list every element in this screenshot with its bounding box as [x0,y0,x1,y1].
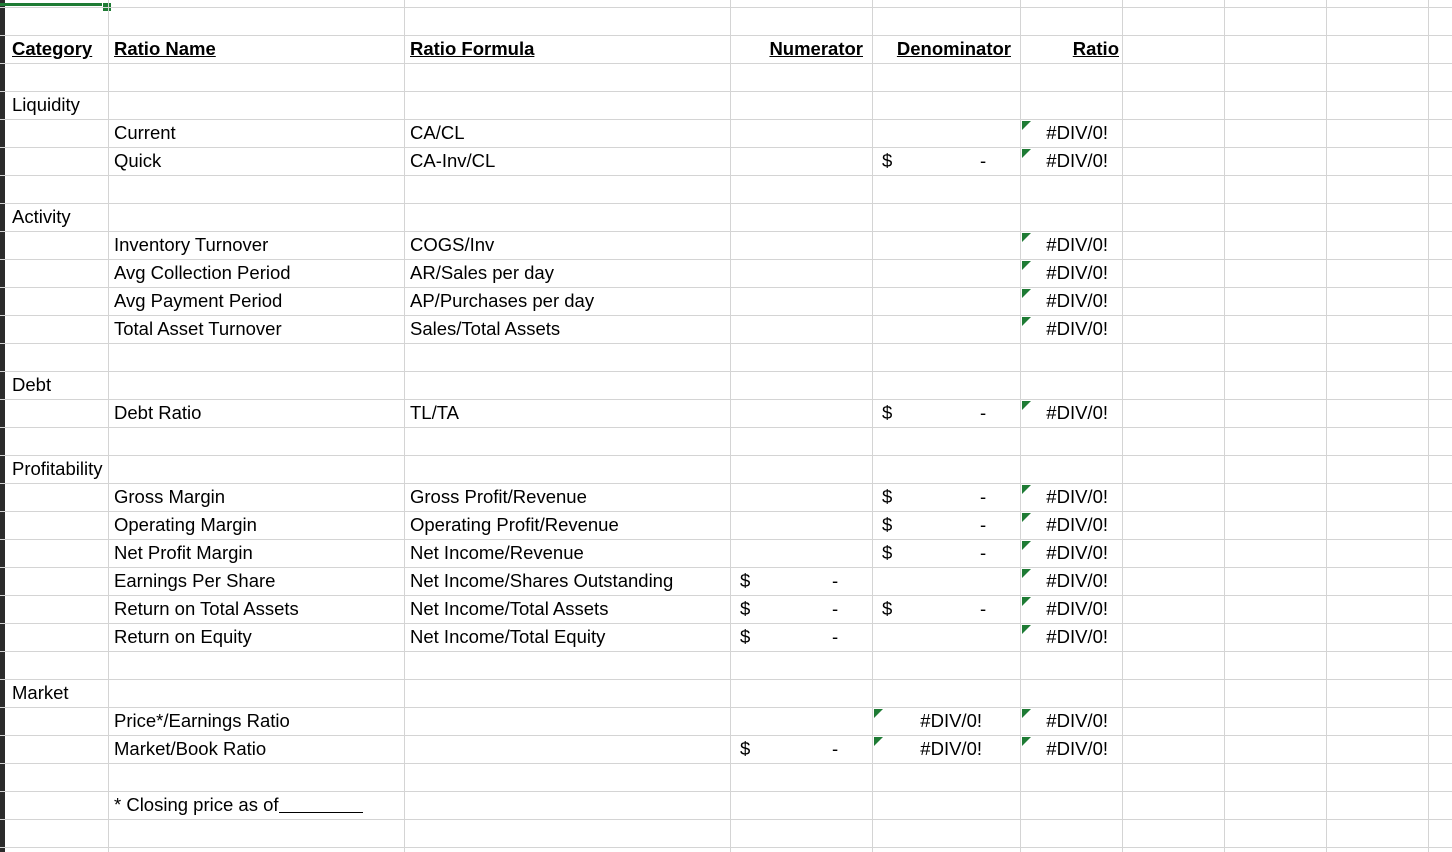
ratio-formula-rota[interactable]: Net Income/Total Assets [410,598,609,619]
col-divider [1224,0,1225,852]
ratio-value-total-asset-turnover[interactable]: #DIV/0! [1046,318,1108,339]
ratio-formula-quick[interactable]: CA-Inv/CL [410,150,496,171]
row-divider [0,7,1452,8]
ratio-formula-avg-payment[interactable]: AP/Purchases per day [410,290,595,311]
ratio-name-roe[interactable]: Return on Equity [114,626,252,647]
denominator-currency-quick[interactable]: $ [882,150,893,171]
row-divider [0,455,1452,456]
denominator-currency-rota[interactable]: $ [882,598,893,619]
row-divider [0,203,1452,204]
ratio-name-gross-margin[interactable]: Gross Margin [114,486,226,507]
ratio-value-operating-margin[interactable]: #DIV/0! [1046,514,1108,535]
numerator-value-roe[interactable]: - [832,626,839,647]
row-divider [0,63,1452,64]
ratio-value-avg-collection[interactable]: #DIV/0! [1046,262,1108,283]
denominator-value-rota[interactable]: - [980,598,987,619]
numerator-currency-rota[interactable]: $ [740,598,751,619]
ratio-value-market-book[interactable]: #DIV/0! [1046,738,1108,759]
col-divider [404,0,405,852]
denominator-value-net-profit-margin[interactable]: - [980,542,987,563]
ratio-name-net-profit-margin[interactable]: Net Profit Margin [114,542,253,563]
denominator-value-operating-margin[interactable]: - [980,514,987,535]
numerator-value-eps[interactable]: - [832,570,839,591]
ratio-value-roe[interactable]: #DIV/0! [1046,626,1108,647]
section-activity[interactable]: Activity [12,206,71,227]
ratio-name-eps[interactable]: Earnings Per Share [114,570,276,591]
section-profitability[interactable]: Profitability [12,458,103,479]
row-divider [0,847,1452,848]
ratio-value-inventory-turnover[interactable]: #DIV/0! [1046,234,1108,255]
footnote-text: * Closing price as of [114,794,279,815]
ratio-value-debt-ratio[interactable]: #DIV/0! [1046,402,1108,423]
row-divider [0,343,1452,344]
ratio-name-debt-ratio[interactable]: Debt Ratio [114,402,202,423]
ratio-value-avg-payment[interactable]: #DIV/0! [1046,290,1108,311]
ratio-formula-avg-collection[interactable]: AR/Sales per day [410,262,554,283]
ratio-name-current[interactable]: Current [114,122,176,143]
ratio-formula-eps[interactable]: Net Income/Shares Outstanding [410,570,674,591]
ratio-name-total-asset-turnover[interactable]: Total Asset Turnover [114,318,282,339]
ratio-name-inventory-turnover[interactable]: Inventory Turnover [114,234,269,255]
denominator-currency-debt-ratio[interactable]: $ [882,402,893,423]
header-category[interactable]: Category [12,38,93,59]
header-ratio-name[interactable]: Ratio Name [114,38,216,59]
row-divider [0,651,1452,652]
ratio-value-current[interactable]: #DIV/0! [1046,122,1108,143]
ratio-formula-net-profit-margin[interactable]: Net Income/Revenue [410,542,584,563]
numerator-currency-eps[interactable]: $ [740,570,751,591]
denominator-currency-gross-margin[interactable]: $ [882,486,893,507]
denominator-value-quick[interactable]: - [980,150,987,171]
selected-cell-border [0,0,104,6]
row-divider [0,679,1452,680]
ratio-formula-current[interactable]: CA/CL [410,122,465,143]
denominator-value-gross-margin[interactable]: - [980,486,987,507]
row-divider [0,119,1452,120]
ratio-value-gross-margin[interactable]: #DIV/0! [1046,486,1108,507]
ratio-value-rota[interactable]: #DIV/0! [1046,598,1108,619]
ratio-value-eps[interactable]: #DIV/0! [1046,570,1108,591]
ratio-value-pe-ratio[interactable]: #DIV/0! [1046,710,1108,731]
numerator-currency-market-book[interactable]: $ [740,738,751,759]
denominator-currency-net-profit-margin[interactable]: $ [882,542,893,563]
numerator-value-rota[interactable]: - [832,598,839,619]
ratio-formula-operating-margin[interactable]: Operating Profit/Revenue [410,514,619,535]
ratio-name-rota[interactable]: Return on Total Assets [114,598,299,619]
col-divider [730,0,731,852]
ratio-name-quick[interactable]: Quick [114,150,162,171]
numerator-value-market-book[interactable]: - [832,738,839,759]
section-debt[interactable]: Debt [12,374,52,395]
ratio-name-market-book[interactable]: Market/Book Ratio [114,738,267,759]
row-divider [0,147,1452,148]
col-divider [1326,0,1327,852]
denominator-currency-operating-margin[interactable]: $ [882,514,893,535]
header-ratio[interactable]: Ratio [1072,38,1119,59]
ratio-formula-roe[interactable]: Net Income/Total Equity [410,626,606,647]
header-denominator[interactable]: Denominator [896,38,1011,59]
section-market[interactable]: Market [12,682,69,703]
row-divider [0,91,1452,92]
ratio-name-pe-ratio[interactable]: Price*/Earnings Ratio [114,710,290,731]
row-divider [0,399,1452,400]
ratio-formula-debt-ratio[interactable]: TL/TA [410,402,459,423]
window-edge [0,0,5,852]
row-divider [0,427,1452,428]
row-divider [0,763,1452,764]
denominator-value-debt-ratio[interactable]: - [980,402,987,423]
row-divider [0,175,1452,176]
header-numerator[interactable]: Numerator [769,38,863,59]
ratio-name-avg-collection[interactable]: Avg Collection Period [114,262,291,283]
denominator-value-pe-ratio[interactable]: #DIV/0! [920,710,982,731]
ratio-value-quick[interactable]: #DIV/0! [1046,150,1108,171]
ratio-name-avg-payment[interactable]: Avg Payment Period [114,290,283,311]
footnote-cell[interactable] [114,791,363,819]
ratio-formula-inventory-turnover[interactable]: COGS/Inv [410,234,495,255]
ratio-formula-gross-margin[interactable]: Gross Profit/Revenue [410,486,587,507]
col-divider [108,0,109,852]
header-ratio-formula[interactable]: Ratio Formula [410,38,535,59]
ratio-formula-total-asset-turnover[interactable]: Sales/Total Assets [410,318,561,339]
col-divider [1428,0,1429,852]
row-divider [0,35,1452,36]
ratio-value-net-profit-margin[interactable]: #DIV/0! [1046,542,1108,563]
row-divider [0,819,1452,820]
row-divider [0,371,1452,372]
denominator-value-market-book[interactable]: #DIV/0! [920,738,982,759]
col-divider [1122,0,1123,852]
ratio-name-operating-margin[interactable]: Operating Margin [114,514,257,535]
numerator-currency-roe[interactable]: $ [740,626,751,647]
footnote-blank-line [279,794,363,813]
section-liquidity[interactable]: Liquidity [12,94,80,115]
